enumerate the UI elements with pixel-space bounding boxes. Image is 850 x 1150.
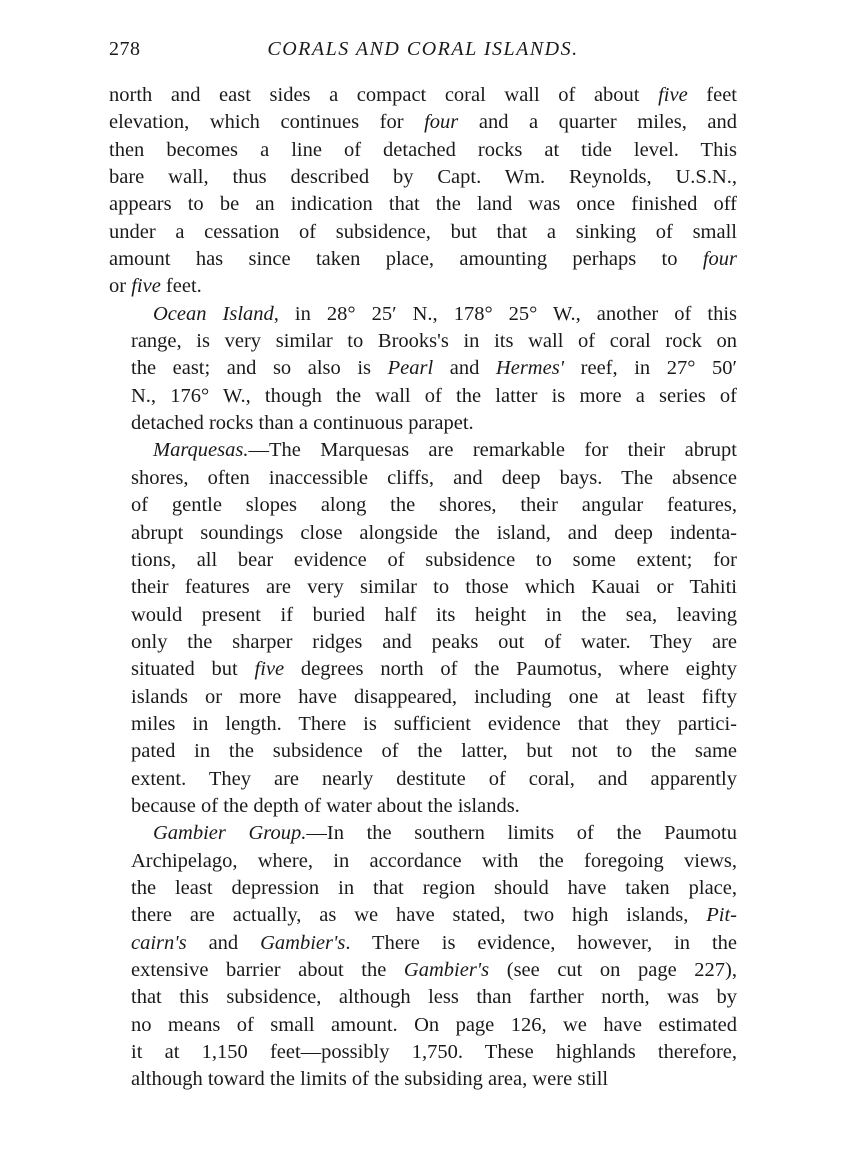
- text-line: situated but five degrees north of the Paumotus, where eighty: [131, 658, 737, 681]
- text-line: tions, all bear evidence of subsidence to some extent; for: [131, 548, 737, 571]
- text-line: N., 176° W., though the wall of the latter is more a series of: [131, 384, 737, 407]
- text-line: elevation, which continues for four and a quarter miles, and: [109, 111, 737, 134]
- text-line: extensive barrier about the Gambier's (see cut on page 227),: [131, 959, 737, 981]
- text-line: miles in length. There is sufficient evidence that they partici-: [131, 712, 737, 735]
- page-header: [109, 38, 737, 68]
- text-line: Archipelago, where, in accordance with the foregoing views,: [131, 849, 737, 872]
- page-number: 278: [109, 38, 141, 60]
- text-line: Ocean Island, in 28° 25′ N., 178° 25° W., another of this: [153, 302, 737, 325]
- text-line: bare wall, thus described by Capt. Wm. Reynolds, U.S.N.,: [109, 166, 737, 189]
- paragraph: [109, 82, 737, 301]
- text-line: or five feet.: [109, 275, 202, 298]
- text-line: abrupt soundings close alongside the island, and deep indenta-: [131, 521, 737, 544]
- text-line: amount has since taken place, amounting perhaps to four: [109, 248, 737, 271]
- text-line: appears to be an indication that the land was once finished off: [109, 193, 737, 216]
- paragraph: [109, 820, 737, 1093]
- text-line: no means of small amount. On page 126, we have estimated: [131, 1013, 737, 1036]
- text-line: their features are very similar to those which Kauai or Tahiti: [131, 576, 737, 599]
- text-line: under a cessation of subsidence, but that a sinking of small: [109, 220, 737, 243]
- text-line: would present if buried half its height in the sea, leaving: [131, 603, 737, 626]
- text-line: because of the depth of water about the islands.: [131, 794, 520, 817]
- text-line: of gentle slopes along the shores, their angular features,: [131, 494, 737, 517]
- text-line: islands or more have disappeared, including one at least fifty: [131, 685, 737, 708]
- page-body: [109, 82, 737, 1094]
- text-line: pated in the subsidence of the latter, but not to the same: [131, 740, 737, 763]
- text-line: the east; and so also is Pearl and Hermes' reef, in 27° 50′: [131, 357, 737, 380]
- text-line: there are actually, as we have stated, two high islands, Pit-: [131, 904, 737, 927]
- text-line: the least depression in that region should have taken place,: [131, 876, 737, 899]
- text-line: Marquesas.—The Marquesas are remarkable for their abrupt: [153, 439, 737, 462]
- paragraph: [109, 301, 737, 438]
- text-line: north and east sides a compact coral wall of about five feet: [109, 84, 737, 106]
- paragraph: [109, 437, 737, 820]
- text-line: detached rocks than a continuous parapet.: [131, 412, 474, 435]
- text-line: Gambier Group.—In the southern limits of the Paumotu: [153, 822, 737, 845]
- text-line: shores, often inaccessible cliffs, and deep bays. The absence: [131, 466, 737, 489]
- text-line: that this subsidence, although less than farther north, was by: [131, 986, 737, 1009]
- text-line: range, is very similar to Brooks's in its wall of coral rock on: [131, 330, 737, 353]
- text-line: cairn's and Gambier's. There is evidence, however, in the: [131, 931, 737, 954]
- text-line: only the sharper ridges and peaks out of water. They are: [131, 630, 737, 653]
- running-title: CORALS AND CORAL ISLANDS.: [267, 38, 579, 60]
- text-line: although toward the limits of the subsiding area, were still: [131, 1068, 609, 1091]
- text-line: it at 1,150 feet—possibly 1,750. These highlands therefore,: [131, 1041, 737, 1064]
- text-line: extent. They are nearly destitute of coral, and apparently: [131, 767, 737, 790]
- text-line: then becomes a line of detached rocks at tide level. This: [109, 138, 737, 161]
